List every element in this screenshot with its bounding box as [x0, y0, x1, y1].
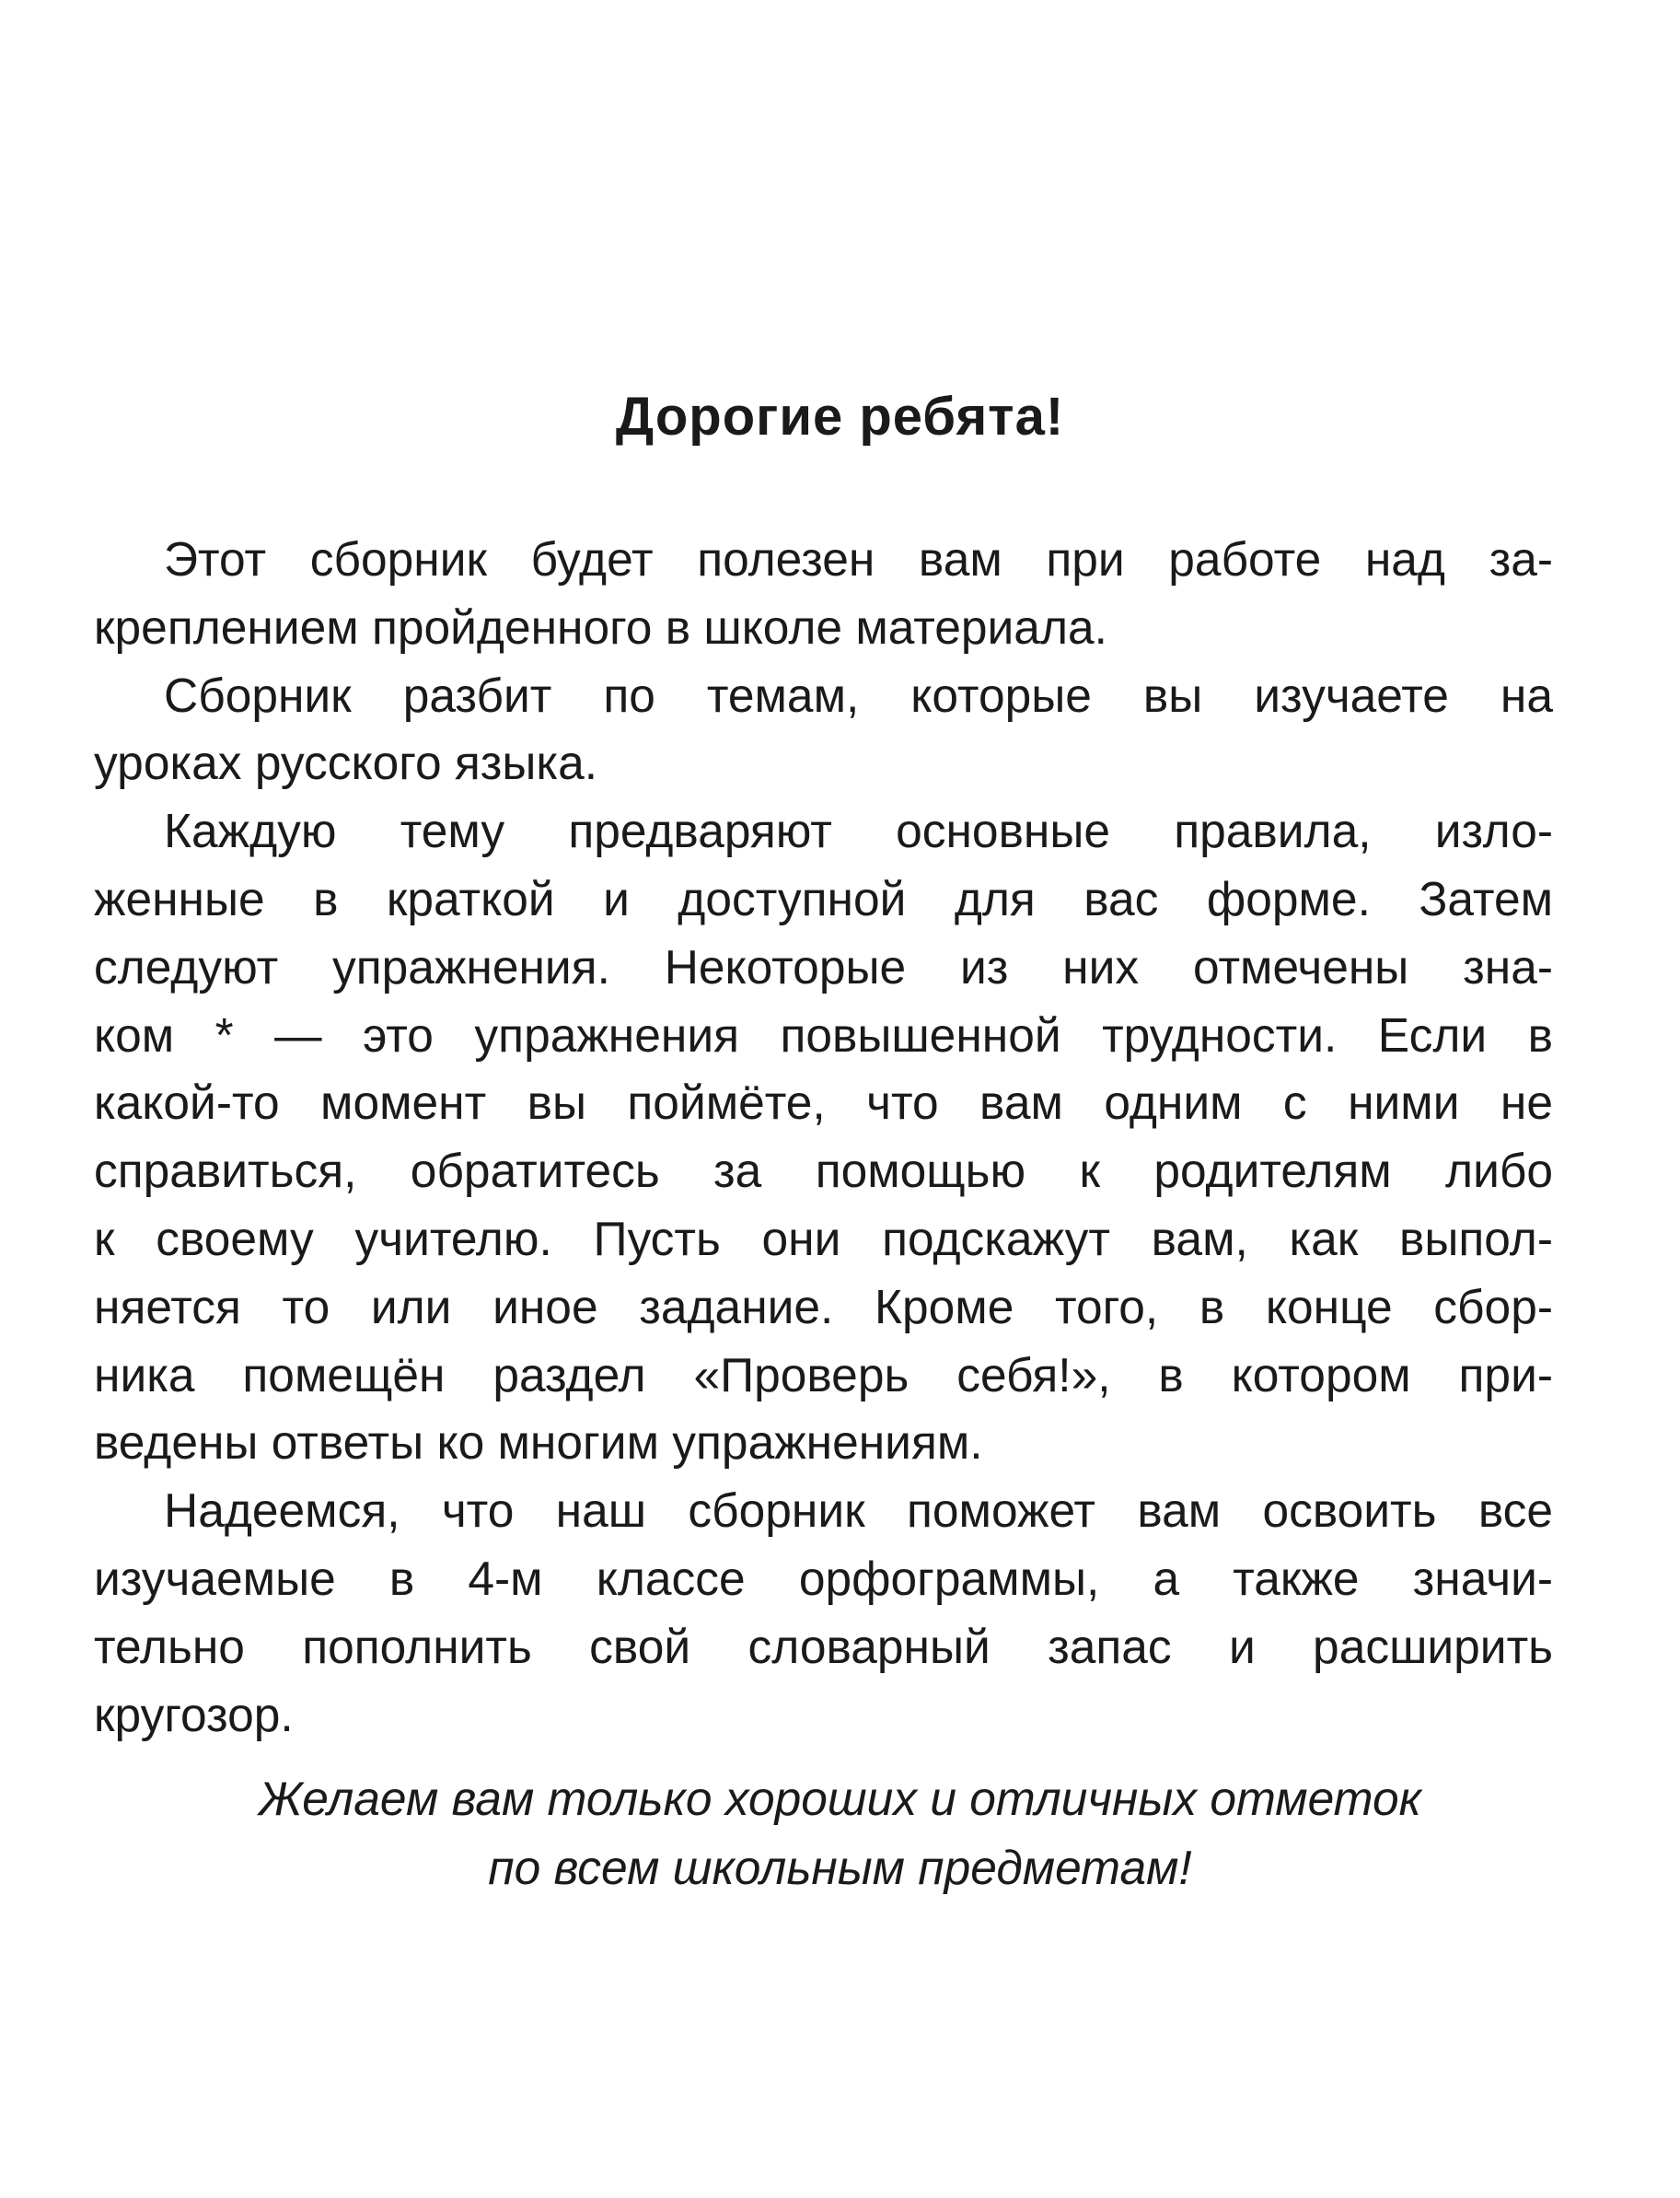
paragraph-3-line-7: к своему учителю. Пусть они подскажут вам, как выпол- [94, 1211, 1553, 1265]
paragraph-1-line-1: Этот сборник будет полезен вам при работе над за- [164, 532, 1553, 586]
closing-wish [0, 1764, 1680, 1902]
paragraph-2-line-2: уроках русского языка. [94, 736, 598, 790]
closing-line-1: Желаем вам только хороших и отличных отметок [259, 1772, 1421, 1825]
paragraph-3-line-3: следуют упражнения. Некоторые из них отмечены зна- [94, 939, 1553, 994]
closing-line-2: по всем школьным предметам! [488, 1841, 1192, 1894]
paragraph-2-line-1: Сборник разбит по темам, которые вы изучаете на [164, 668, 1553, 722]
page-title: Дорогие ребята! [615, 387, 1065, 447]
paragraph-3-line-9: ника помещён раздел «Проверь себя!», в котором при- [94, 1347, 1553, 1401]
paragraph-4-line-2: изучаемые в 4-м классе орфограммы, а также значи- [94, 1551, 1553, 1605]
paragraph-3-line-10: ведены ответы ко многим упражнениям. [94, 1415, 983, 1470]
paragraph-3-line-4: ком * — это упражнения повышенной трудности. Если в [94, 1007, 1553, 1062]
paragraph-3-line-1: Каждую тему предваряют основные правила, изло- [164, 804, 1553, 858]
paragraph-4-line-3: тельно пополнить свой словарный запас и расширить [94, 1619, 1553, 1673]
paragraph-3-line-5: какой-то момент вы поймёте, что вам одним с ними не [94, 1076, 1553, 1130]
paragraph-3-line-6: справиться, обратитесь за помощью к родителям либо [94, 1144, 1553, 1198]
paragraph-1-line-2: креплением пройденного в школе материала. [94, 599, 1107, 654]
paragraph-4-line-1: Надеемся, что наш сборник поможет вам освоить все [164, 1483, 1553, 1538]
paragraph-4-line-4: кругозор. [94, 1687, 294, 1741]
paragraph-3-line-2: женные в краткой и доступной для вас форме. Затем [94, 871, 1553, 925]
body-text [94, 526, 1553, 1749]
paragraph-3-line-8: няется то или иное задание. Кроме того, в конце сбор- [94, 1279, 1553, 1333]
